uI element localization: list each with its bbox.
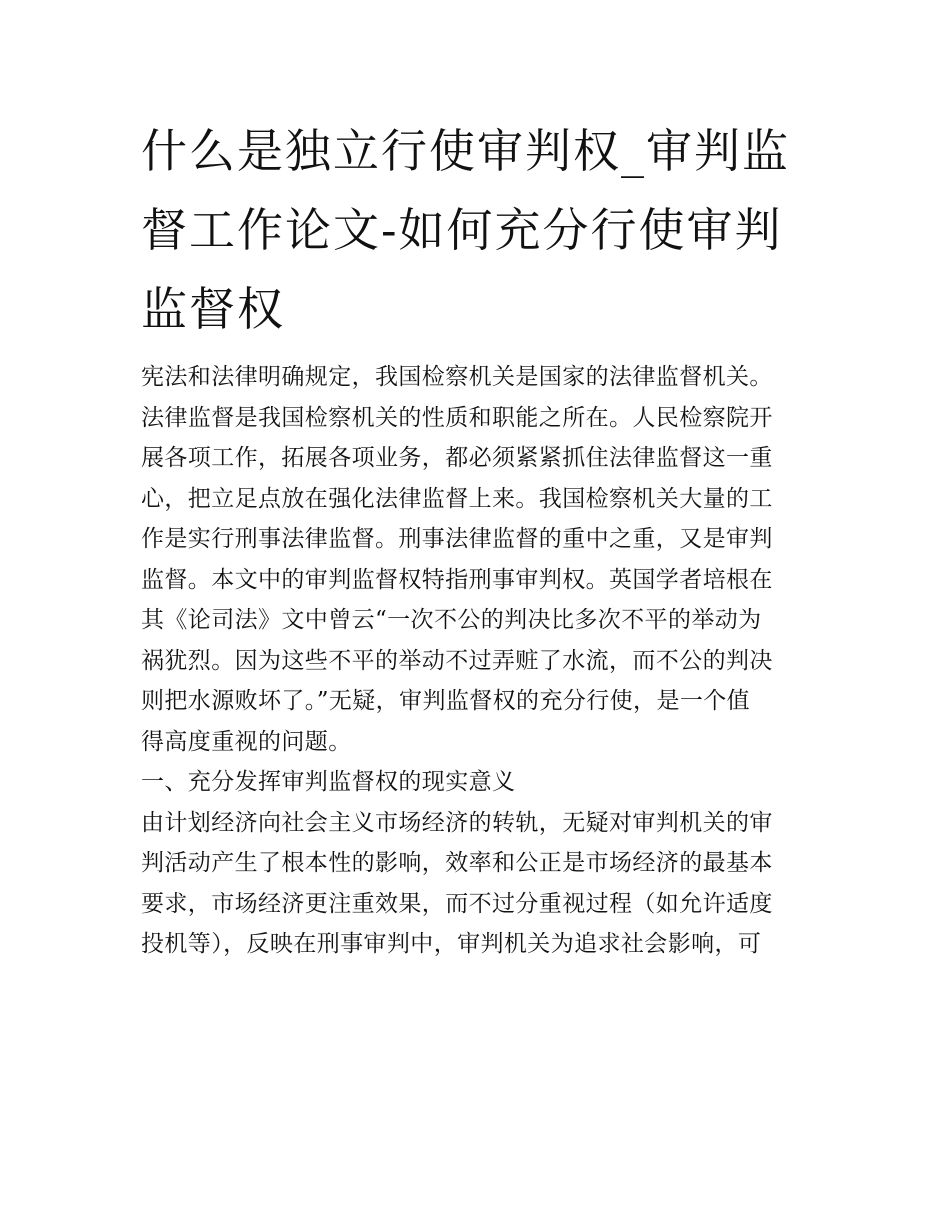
text-line: 得高度重视的问题。 (141, 728, 352, 755)
text-line: 要求，市场经济更注重效果，而不过分重视过程（如允许适度 (141, 890, 773, 917)
text-line: 其《论司法》文中曾云“一次不公的判决比多次不平的举动为 (141, 607, 762, 633)
document-title (141, 112, 813, 349)
document-body (141, 357, 813, 965)
text-line: 由计划经济向社会主义市场经济的转轨，无疑对审判机关的审 (141, 809, 773, 836)
text-line: 展各项工作，拓展各项业务，都必须紧紧抓住法律监督这一重 (141, 445, 773, 471)
text-line: 监督。本文中的审判监督权特指刑事审判权。英国学者培根在 (141, 566, 773, 593)
title-line: 什么是独立行使审判权_审判监 (141, 124, 790, 178)
document-page (141, 112, 813, 965)
title-line: 督工作论文-如何充分行使审判 (141, 203, 783, 257)
section-heading: 一、充分发挥审判监督权的现实意义 (141, 769, 516, 795)
text-line: 投机等），反映在刑事审判中，审判机关为追求社会影响，可 (141, 931, 762, 957)
title-line: 监督权 (141, 282, 285, 336)
text-line: 心，把立足点放在强化法律监督上来。我国检察机关大量的工 (141, 485, 773, 512)
text-line: 判活动产生了根本性的影响，效率和公正是市场经济的最基本 (141, 850, 773, 876)
text-line: 宪法和法律明确规定，我国检察机关是国家的法律监督机关。 (141, 364, 773, 390)
text-line: 作是实行刑事法律监督。刑事法律监督的重中之重，又是审判 (141, 526, 773, 552)
text-line: 祸犹烈。因为这些不平的举动不过弄赃了水流，而不公的判决 (141, 647, 773, 674)
text-line: 法律监督是我国检察机关的性质和职能之所在。人民检察院开 (141, 404, 773, 431)
text-line: 则把水源败坏了。”无疑，审判监督权的充分行使，是一个值 (141, 688, 751, 714)
